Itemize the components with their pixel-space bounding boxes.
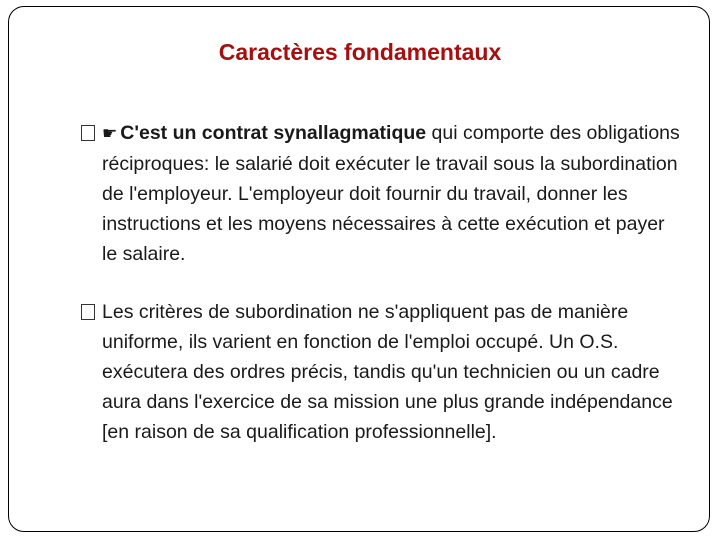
bullet-1-bold-lead: C'est un contrat synallagmatique [120,122,427,144]
bullet-box-icon [81,125,95,141]
bullet-box-icon [81,304,95,320]
slide-title: Caractères fondamentaux [218,39,502,65]
bullet-1-text: qui comporte des obligations réciproques: le salarié doit exécuter le travail sous la subordination de l'employeur. L'employeur doit fournir du travail, donner les instructions et les moyens nécessaires à cette exécution et payer le salaire. [102,122,680,265]
bullet-item-2 [102,297,682,447]
pointing-hand-icon: ☛ [102,124,118,144]
bullet-item-1 [102,118,682,269]
bullet-2-text: Les critères de subordination ne s'appliquent pas de manière uniforme, ils varient en fonction de l'emploi occupé. Un O.S. exécutera des ordres précis, tandis qu'un technicien ou un cadre aura dans l'exercice de sa mission une plus grande indépendance [en raison de sa qualification professionnelle]. [102,301,673,443]
